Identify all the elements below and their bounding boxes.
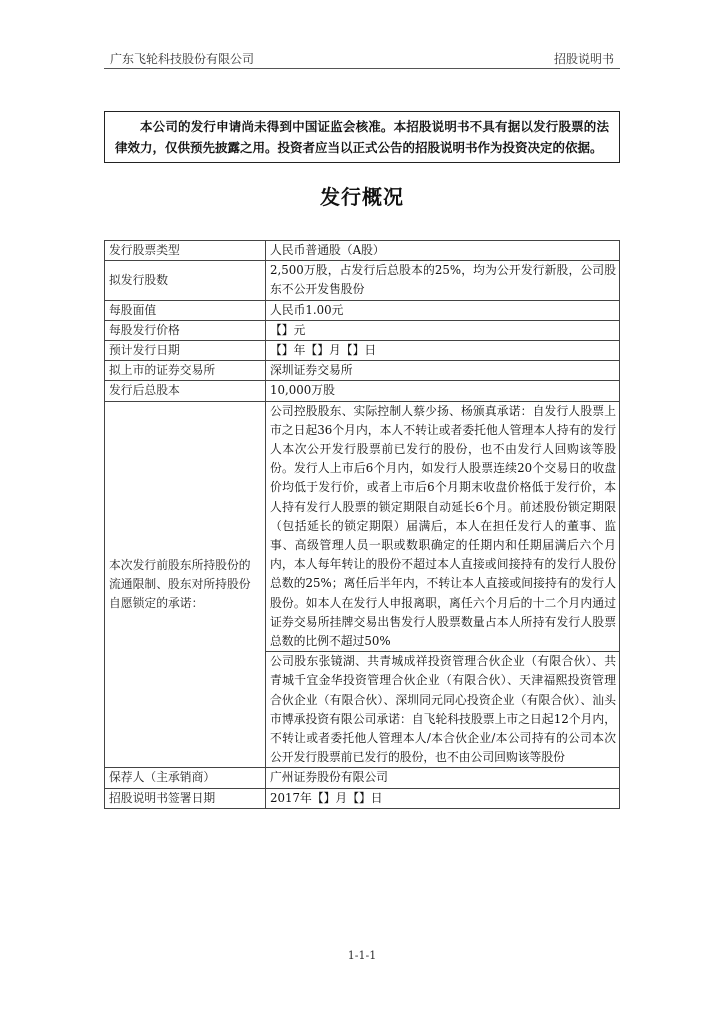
table-row xyxy=(105,401,620,652)
row-label: 拟发行股数 xyxy=(105,261,266,300)
row-label: 每股发行价格 xyxy=(105,320,266,340)
table-row xyxy=(105,320,620,340)
table-row xyxy=(105,788,620,808)
lockup-label: 本次发行前股东所持股份的流通限制、股东对所持股份自愿锁定的承诺： xyxy=(105,401,266,768)
lockup-commitment-other-shareholders: 公司股东张镜湖、共青城成祥投资管理合伙企业（有限合伙）、共青城千宜金华投资管理合伙企业（有限合伙）、天津福熙投资管理合伙企业（有限合伙）、深圳同元同心投资企业（有限合伙）、汕头市博承投资有限公司承诺：自飞轮科技股票上市之日起12个月内，不转让或者委托他人管理本人/本合伙企业/本公司持有的公司本次公开发行股票前已发行的股份，也不由公司回购该等股份 xyxy=(266,652,620,768)
row-value: 2017年【】月【】日 xyxy=(266,788,620,808)
table-row xyxy=(105,341,620,361)
row-value: 【】年【】月【】日 xyxy=(266,341,620,361)
row-label: 预计发行日期 xyxy=(105,341,266,361)
row-value: 人民币普通股（A股） xyxy=(266,241,620,261)
regulatory-notice-box: 本公司的发行申请尚未得到中国证监会核准。本招股说明书不具有据以发行股票的法律效力，仅供预先披露之用。投资者应当以正式公告的招股说明书作为投资决定的依据。 xyxy=(104,111,620,163)
page-title: 发行概况 xyxy=(320,185,404,209)
row-value: 10,000万股 xyxy=(266,381,620,401)
page-number: 1-1-1 xyxy=(347,949,377,962)
row-value: 深圳证券交易所 xyxy=(266,361,620,381)
row-label: 保荐人（主承销商） xyxy=(105,768,266,788)
header-divider xyxy=(104,68,620,69)
table-row xyxy=(105,261,620,300)
table-row xyxy=(105,768,620,788)
row-label: 招股说明书签署日期 xyxy=(105,788,266,808)
row-label: 每股面值 xyxy=(105,300,266,320)
row-label: 发行股票类型 xyxy=(105,241,266,261)
table-row xyxy=(105,361,620,381)
row-value: 【】元 xyxy=(266,320,620,340)
table-row xyxy=(105,300,620,320)
row-value: 人民币1.00元 xyxy=(266,300,620,320)
table-row xyxy=(105,381,620,401)
page-header-doc-type: 招股说明书 xyxy=(553,52,614,66)
row-label: 发行后总股本 xyxy=(105,381,266,401)
lockup-commitment-controlling-shareholders: 公司控股股东、实际控制人蔡少扬、杨颁真承诺：自发行人股票上市之日起36个月内，本人不转让或者委托他人管理本人持有的发行人本次公开发行股票前已发行的股份，也不由发行人回购该等股份。发行人上市后6个月内，如发行人股票连续20个交易日的收盘价均低于发行价，或者上市后6个月期末收盘价格低于发行价，本人持有发行人股票的锁定期限自动延长6个月。前述股份锁定期限（包括延长的锁定期限）届满后，本人在担任发行人的董事、监事、高级管理人员一职或数职确定的任期内和任期届满后六个月内，本人每年转让的股份不超过本人直接或间接持有的发行人股份总数的25%；离任后半年内，不转让本人直接或间接持有的发行人股份。如本人在发行人申报离职，离任六个月后的十二个月内通过证券交易所挂牌交易出售发行人股票数量占本人所持有发行人股票总数的比例不超过50% xyxy=(266,401,620,652)
offering-overview-table xyxy=(104,240,620,809)
row-value: 2,500万股，占发行后总股本的25%，均为公开发行新股，公司股东不公开发售股份 xyxy=(266,261,620,300)
row-value: 广州证券股份有限公司 xyxy=(266,768,620,788)
table-row xyxy=(105,241,620,261)
row-label: 拟上市的证券交易所 xyxy=(105,361,266,381)
page-header-company: 广东飞轮科技股份有限公司 xyxy=(110,52,255,66)
